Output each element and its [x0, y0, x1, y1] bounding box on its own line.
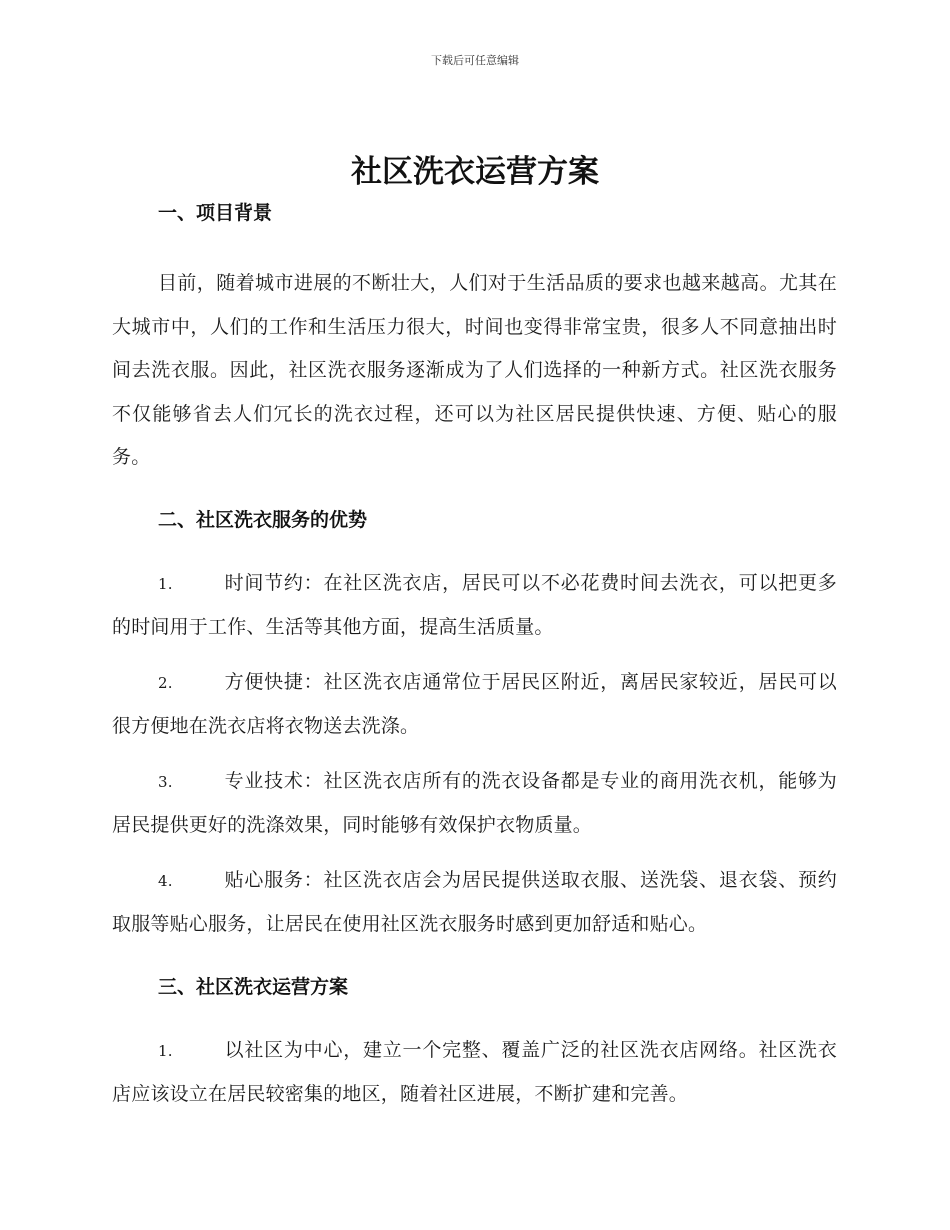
list-item [112, 661, 837, 749]
background-paragraph: 目前，随着城市进展的不断壮大，人们对于生活品质的要求也越来越高。尤其在大城市中，人们的工作和生活压力很大，时间也变得非常宝贵，很多人不同意抽出时间去洗衣服。因此，社区洗衣服务逐渐成为了人们选择的一种新方式。社区洗衣服务不仅能够省去人们冗长的洗衣过程，还可以为社区居民提供快速、方便、贴心的服务。 [112, 272, 837, 468]
header-note: 下载后可任意编辑 [431, 54, 519, 67]
list-item-text: 以社区为中心，建立一个完整、覆盖广泛的社区洗衣店网络。社区洗衣店应该设立在居民较密集的地区，随着社区进展，不断扩建和完善。 [112, 1038, 837, 1105]
document-body [112, 198, 837, 1117]
list-item-number: 3. [158, 772, 173, 791]
list-item-text: 贴心服务：社区洗衣店会为居民提供送取衣服、送洗袋、退衣袋、预约取服等贴心服务，让居民在使用社区洗衣服务时感到更加舒适和贴心。 [112, 868, 837, 935]
section-heading-advantages: 二、社区洗衣服务的优势 [158, 508, 368, 531]
list-item [112, 760, 837, 848]
section-heading-operations: 三、社区洗衣运营方案 [158, 975, 349, 998]
list-item [112, 1029, 837, 1117]
list-item-text: 时间节约：在社区洗衣店，居民可以不必花费时间去洗衣，可以把更多的时间用于工作、生活等其他方面，提高生活质量。 [112, 571, 837, 638]
list-item-number: 4. [158, 871, 173, 890]
list-item-text: 专业技术：社区洗衣店所有的洗衣设备都是专业的商用洗衣机，能够为居民提供更好的洗涤效果，同时能够有效保护衣物质量。 [112, 769, 837, 836]
list-item-text: 方便快捷：社区洗衣店通常位于居民区附近，离居民家较近，居民可以很方便地在洗衣店将衣物送去洗涤。 [112, 670, 837, 737]
list-item-number: 1. [158, 1041, 173, 1060]
list-item-number: 1. [158, 574, 173, 593]
list-item [112, 859, 837, 947]
document-title: 社区洗衣运营方案 [351, 154, 599, 190]
list-item-number: 2. [158, 673, 173, 692]
section-heading-background: 一、项目背景 [158, 202, 273, 224]
list-item [112, 562, 837, 650]
